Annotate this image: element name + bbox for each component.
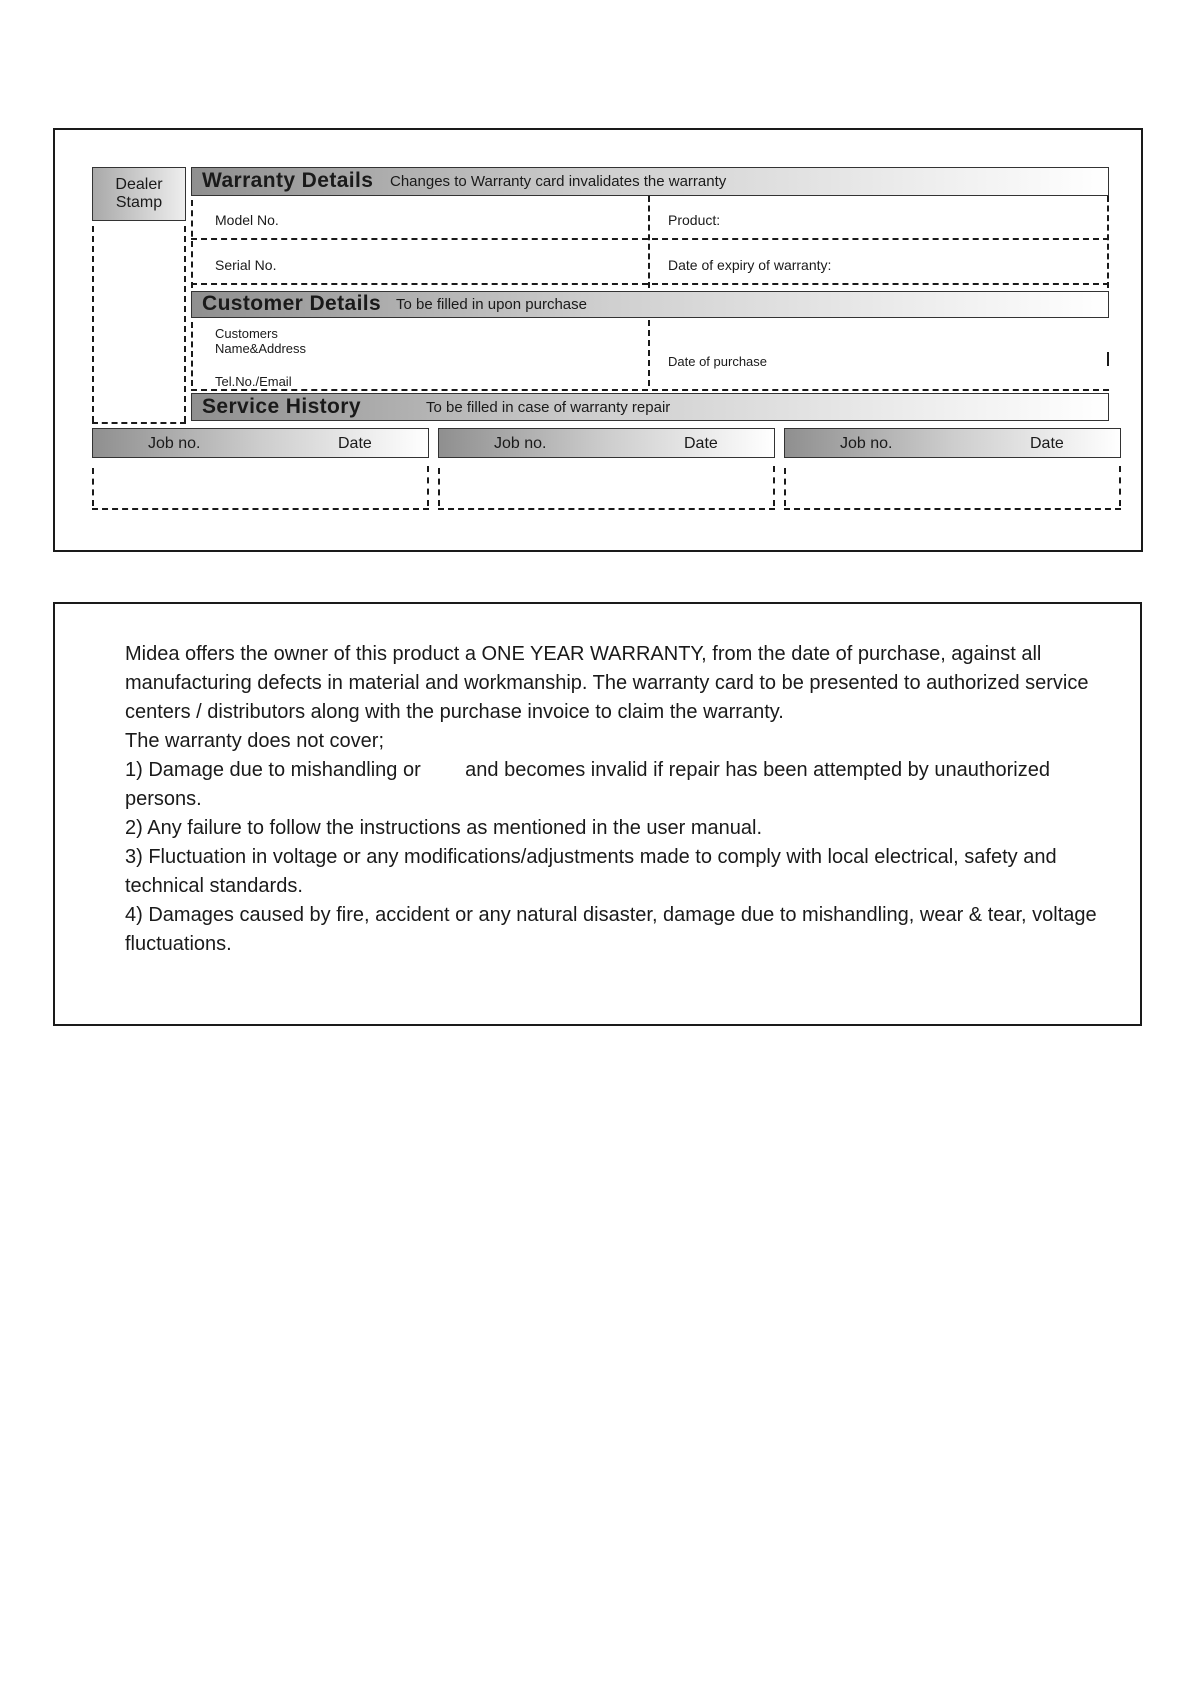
model-number-label: Model No.: [215, 212, 279, 228]
customer-name-label-1: Customers: [215, 326, 278, 341]
warranty-details-header: [191, 167, 1109, 196]
dealer-stamp-bottom-edge: [92, 422, 186, 424]
service-box-2-bottom: [438, 508, 775, 510]
dealer-stamp-left-edge: [92, 226, 94, 422]
service-column-1-header: [92, 428, 429, 458]
customer-name-label-2: Name&Address: [215, 341, 307, 356]
service-box-1-bottom: [92, 508, 429, 510]
service-box-3-bottom: [784, 508, 1121, 510]
service-box-2-right: [773, 466, 775, 506]
warranty-expiry-label: Date of expiry of warranty:: [668, 257, 832, 273]
service-column-2-job-label: Job no.: [494, 435, 547, 452]
service-box-2-left: [438, 468, 440, 506]
terms-item-3: 3) Fluctuation in voltage or any modifications/adjustments made to comply with local electrical, safety and technical standards.: [125, 846, 1057, 897]
service-box-1-right: [427, 466, 429, 506]
warranty-details-subtitle: Changes to Warranty card invalidates the warranty: [390, 173, 727, 190]
service-column-2-date-label: Date: [684, 435, 718, 452]
customer-right-edge: [1107, 352, 1109, 366]
product-label: Product:: [668, 212, 721, 228]
warranty-row2-line: [191, 283, 1109, 285]
terms-intro: The warranty does not cover;: [125, 730, 385, 752]
service-box-3-left: [784, 468, 786, 506]
service-history-subtitle: To be filled in case of warranty repair: [426, 399, 671, 416]
service-column-2-header: [438, 428, 775, 458]
warranty-terms-text: [125, 640, 1115, 959]
dealer-stamp-box: [92, 167, 186, 221]
dealer-stamp-right-edge: [184, 226, 186, 422]
terms-item-1: 1) Damage due to mishandling or and becomes invalid if repair has been attempted by unauthorized persons.: [125, 759, 1056, 810]
service-history-title: Service History: [202, 395, 361, 418]
customer-details-header: [191, 291, 1109, 318]
customer-details-title: Customer Details: [202, 292, 382, 315]
serial-number-label: Serial No.: [215, 257, 277, 273]
customer-left-edge: [191, 322, 193, 386]
customer-details-subtitle: To be filled in upon purchase: [396, 296, 587, 313]
service-column-1-job-label: Job no.: [148, 435, 201, 452]
service-box-1-left: [92, 468, 94, 506]
service-column-1-date-label: Date: [338, 435, 372, 452]
dealer-stamp-label-line2: Stamp: [115, 194, 163, 211]
service-box-3-right: [1119, 466, 1121, 506]
service-column-3-header: [784, 428, 1121, 458]
customer-tel-label: Tel.No./Email: [215, 374, 292, 389]
purchase-date-label: Date of purchase: [668, 354, 768, 369]
warranty-right-edge: [1107, 196, 1109, 288]
warranty-row1-line: [191, 238, 1109, 240]
warranty-terms-box: [53, 602, 1142, 1026]
warranty-left-edge: [191, 200, 193, 288]
customer-middle-divider: [648, 320, 650, 386]
customer-bottom-line: [191, 389, 1109, 391]
terms-paragraph: Midea offers the owner of this product a ONE YEAR WARRANTY, from the date of purchase, against all manufacturing defects in material and workmanship. The warranty card to be presented to authorized service centers / distributors along with the purchase invoice to claim the warranty.: [125, 643, 1089, 723]
warranty-details-title: Warranty Details: [202, 169, 374, 192]
warranty-middle-divider: [648, 196, 650, 288]
terms-item-2: 2) Any failure to follow the instructions as mentioned in the user manual.: [125, 817, 763, 839]
service-column-3-date-label: Date: [1030, 435, 1064, 452]
service-column-3-job-label: Job no.: [840, 435, 893, 452]
terms-item-4: 4) Damages caused by fire, accident or any natural disaster, damage due to mishandling, wear & tear, voltage fluctuations.: [125, 904, 1097, 955]
dealer-stamp-label-line1: Dealer: [115, 176, 163, 193]
service-history-header: [191, 393, 1109, 421]
warranty-card: [53, 128, 1143, 552]
